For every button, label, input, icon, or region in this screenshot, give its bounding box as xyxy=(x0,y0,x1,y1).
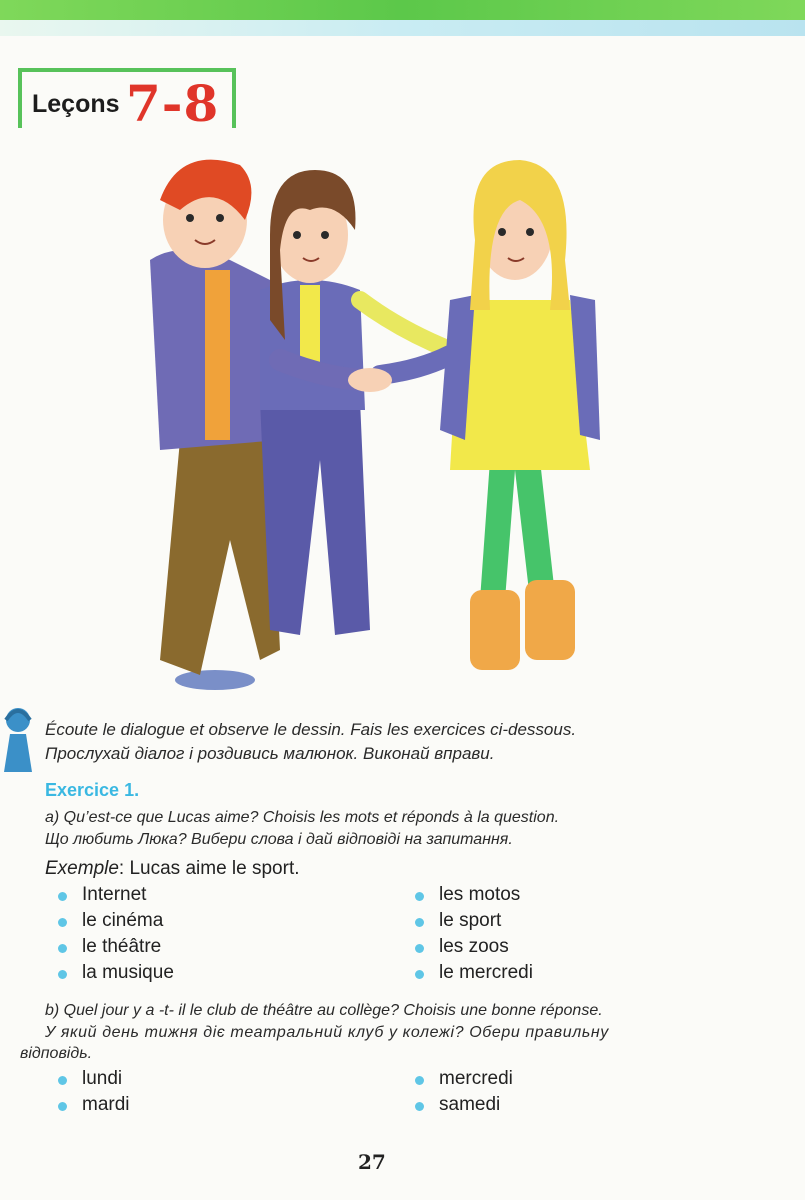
example-line xyxy=(45,858,300,880)
top-color-band xyxy=(0,0,805,20)
middle-girl-figure xyxy=(260,170,450,635)
option-b-right-1: mercredi xyxy=(439,1068,513,1089)
blonde-girl-figure xyxy=(380,160,600,670)
lesson-title-number: 7-8 xyxy=(126,74,220,133)
question-a-uk: Що любить Люка? Вибери слова і дай відповіді на запитання. xyxy=(45,831,513,848)
lesson-title-word: Leçons xyxy=(32,90,120,118)
bullet-dot xyxy=(415,892,424,901)
bullet-dot xyxy=(415,918,424,927)
bullet-dot xyxy=(58,970,67,979)
bullet-dot xyxy=(58,1076,67,1085)
example-text: : Lucas aime le sport. xyxy=(118,858,300,879)
instruction-fr: Écoute le dialogue et observe le dessin. Fais les exercices ci-dessous. xyxy=(45,720,577,739)
bullet-dot xyxy=(415,944,424,953)
option-a-right-2: le sport xyxy=(439,910,502,931)
bullet-dot xyxy=(58,1102,67,1111)
option-a-right-4: le mercredi xyxy=(439,962,533,983)
page-number: 27 xyxy=(358,1150,386,1174)
option-a-left-3: le théâtre xyxy=(82,936,162,957)
option-a-right-1: les motos xyxy=(439,884,521,905)
option-b-right-2: samedi xyxy=(439,1094,501,1115)
option-a-left-2: le cinéma xyxy=(82,910,164,931)
option-a-left-4: la musique xyxy=(82,962,174,983)
bullet-dot xyxy=(415,1102,424,1111)
three-children-illustration xyxy=(120,140,640,700)
option-b-left-1: lundi xyxy=(82,1068,123,1089)
bullet-dot xyxy=(415,970,424,979)
option-b-left-2: mardi xyxy=(82,1094,130,1115)
exercise-title: Exercice 1. xyxy=(45,780,140,800)
question-a-fr: a) Qu’est-ce que Lucas aime? Choisis les mots et réponds à la question. xyxy=(45,809,560,826)
listen-headphones-icon xyxy=(0,702,40,774)
instruction-uk: Прослухай діалог і роздивись малюнок. Виконай вправи. xyxy=(45,744,495,763)
option-a-left-1: Internet xyxy=(82,884,147,905)
example-label: Exemple xyxy=(45,858,119,879)
question-b-uk-line1: У який день тижня діє театральний клуб у колежі? Обери правильну xyxy=(45,1024,609,1041)
bullet-dot xyxy=(415,1076,424,1085)
boy-figure xyxy=(150,160,280,690)
question-b-fr: b) Quel jour y a -t- il le club de théâtre au collège? Choisis une bonne réponse. xyxy=(45,1002,603,1019)
question-b-uk-line2: відповідь. xyxy=(20,1045,93,1062)
bullet-dot xyxy=(58,944,67,953)
bullet-dot xyxy=(58,918,67,927)
option-a-right-3: les zoos xyxy=(439,936,509,957)
bullet-dot xyxy=(58,892,67,901)
top-light-band xyxy=(0,20,805,36)
